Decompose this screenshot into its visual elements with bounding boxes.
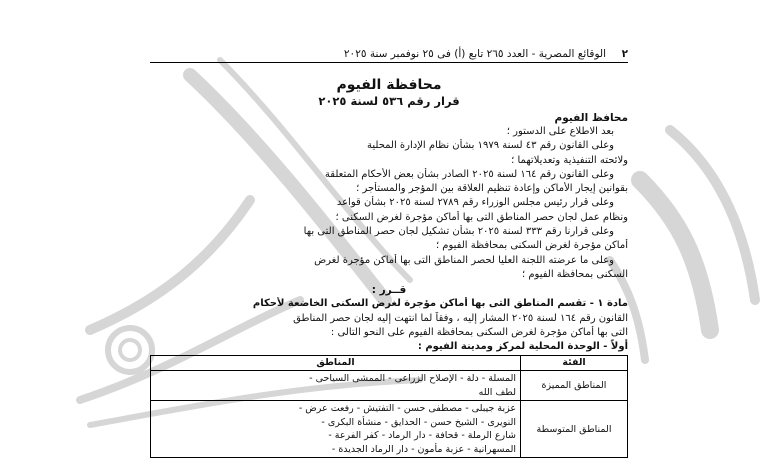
article-line: مادة ١ - تقسم المناطق التى بها أماكن مؤجرة لغرض السكنى الخاضعة لأحكام xyxy=(252,298,628,310)
decree-word: قــرر : xyxy=(371,284,407,297)
table-header-row xyxy=(151,356,628,371)
preamble-line: ونظام عمل لجان حصر المناطق التى بها أماكن مؤجرة لغرض السكنى ؛ xyxy=(335,211,628,223)
article-line: القانون رقم ١٦٤ لسنة ٢٠٢٥ المشار إليه ، وفقاً لما انتهت إليه لجان حصر المناطق xyxy=(293,312,628,324)
preamble-line: وعلى القانون رقم ٤٣ لسنة ١٩٧٩ بشأن نظام الإدارة المحلية xyxy=(367,140,614,152)
running-header xyxy=(150,46,628,63)
preamble-line: بعد الاطلاع على الدستور ؛ xyxy=(506,126,614,137)
article-line: التى بها أماكن مؤجرة لغرض السكنى بمحافظة الفيوم على النحو التالى : xyxy=(330,326,628,338)
areas-table xyxy=(150,355,628,458)
column-header-areas: المناطق xyxy=(151,356,521,371)
decree-number: قرار رقم ٥٣٦ لسنة ٢٠٢٥ xyxy=(318,94,460,108)
areas-line: عزبة جيبلى - مصطفى حسن - التفتيش - رفعت عرض - xyxy=(298,403,516,415)
table-row xyxy=(151,371,628,401)
article-1 xyxy=(150,297,628,340)
page-number: ٢ xyxy=(621,48,628,60)
table-row xyxy=(151,401,628,458)
areas-line: شارع الرملة - قحافة - دار الرماد - كفر الفرعة - xyxy=(328,430,516,442)
areas-cell xyxy=(151,371,521,401)
areas-line: لطف الله xyxy=(478,386,516,398)
preamble-line: وعلى القانون رقم ١٦٤ لسنة ٢٠٢٥ الصادر بشأن بعض الأحكام المتعلقة xyxy=(324,168,614,180)
preamble-line: وعلى ما عرضته اللجنة العليا لحصر المناطق التى بها أماكن مؤجرة لغرض xyxy=(314,254,614,266)
signer-title: محافظ الفيوم xyxy=(554,112,628,124)
preamble-line: وعلى قرارنا رقم ٣٣٣ لسنة ٢٠٢٥ بشأن تشكيل لجان حصر المناطق التى بها xyxy=(303,226,614,238)
preamble-line: أماكن مؤجرة لغرض السكنى بمحافظة الفيوم ؛ xyxy=(435,240,628,252)
areas-line: النويرى - الشيخ حسن - الحدايق - منشأة البكرى - xyxy=(321,416,516,428)
category-cell: المناطق المميزة xyxy=(521,371,628,401)
preamble-line: بقوانين إيجار الأماكن وإعادة تنظيم العلاقة بين المؤجر والمستأجر ؛ xyxy=(356,183,628,195)
preamble xyxy=(150,125,628,282)
category-cell: المناطق المتوسطة xyxy=(521,401,628,458)
areas-line: المسلة - دلة - الإصلاح الزراعى - الممشى السياحى - xyxy=(309,373,516,385)
preamble-line: وعلى قرار رئيس مجلس الوزراء رقم ٢٧٨٩ لسنة ٢٠٢٥ بشأن قواعد xyxy=(336,197,614,209)
section-title: أولاً - الوحدة المحلية لمركز ومدينة الفيوم : xyxy=(417,341,628,353)
column-header-category: الفئة xyxy=(521,356,628,371)
gazette-page xyxy=(150,46,628,458)
preamble-line: السكنى بمحافظة الفيوم ؛ xyxy=(521,268,628,280)
areas-line: المسهرانية - عزبة مأمون - دار الرماد الجديدة - xyxy=(331,443,516,455)
preamble-line: ولائحته التنفيذية وتعديلاتهما ؛ xyxy=(511,154,628,166)
areas-cell xyxy=(151,401,521,458)
header-text: الوقائع المصرية - العدد ٢٦٥ تابع (أ) فى ٢٥ نوفمبر سنة ٢٠٢٥ xyxy=(343,48,606,60)
governorate-title: محافظة الفيوم xyxy=(336,77,442,93)
